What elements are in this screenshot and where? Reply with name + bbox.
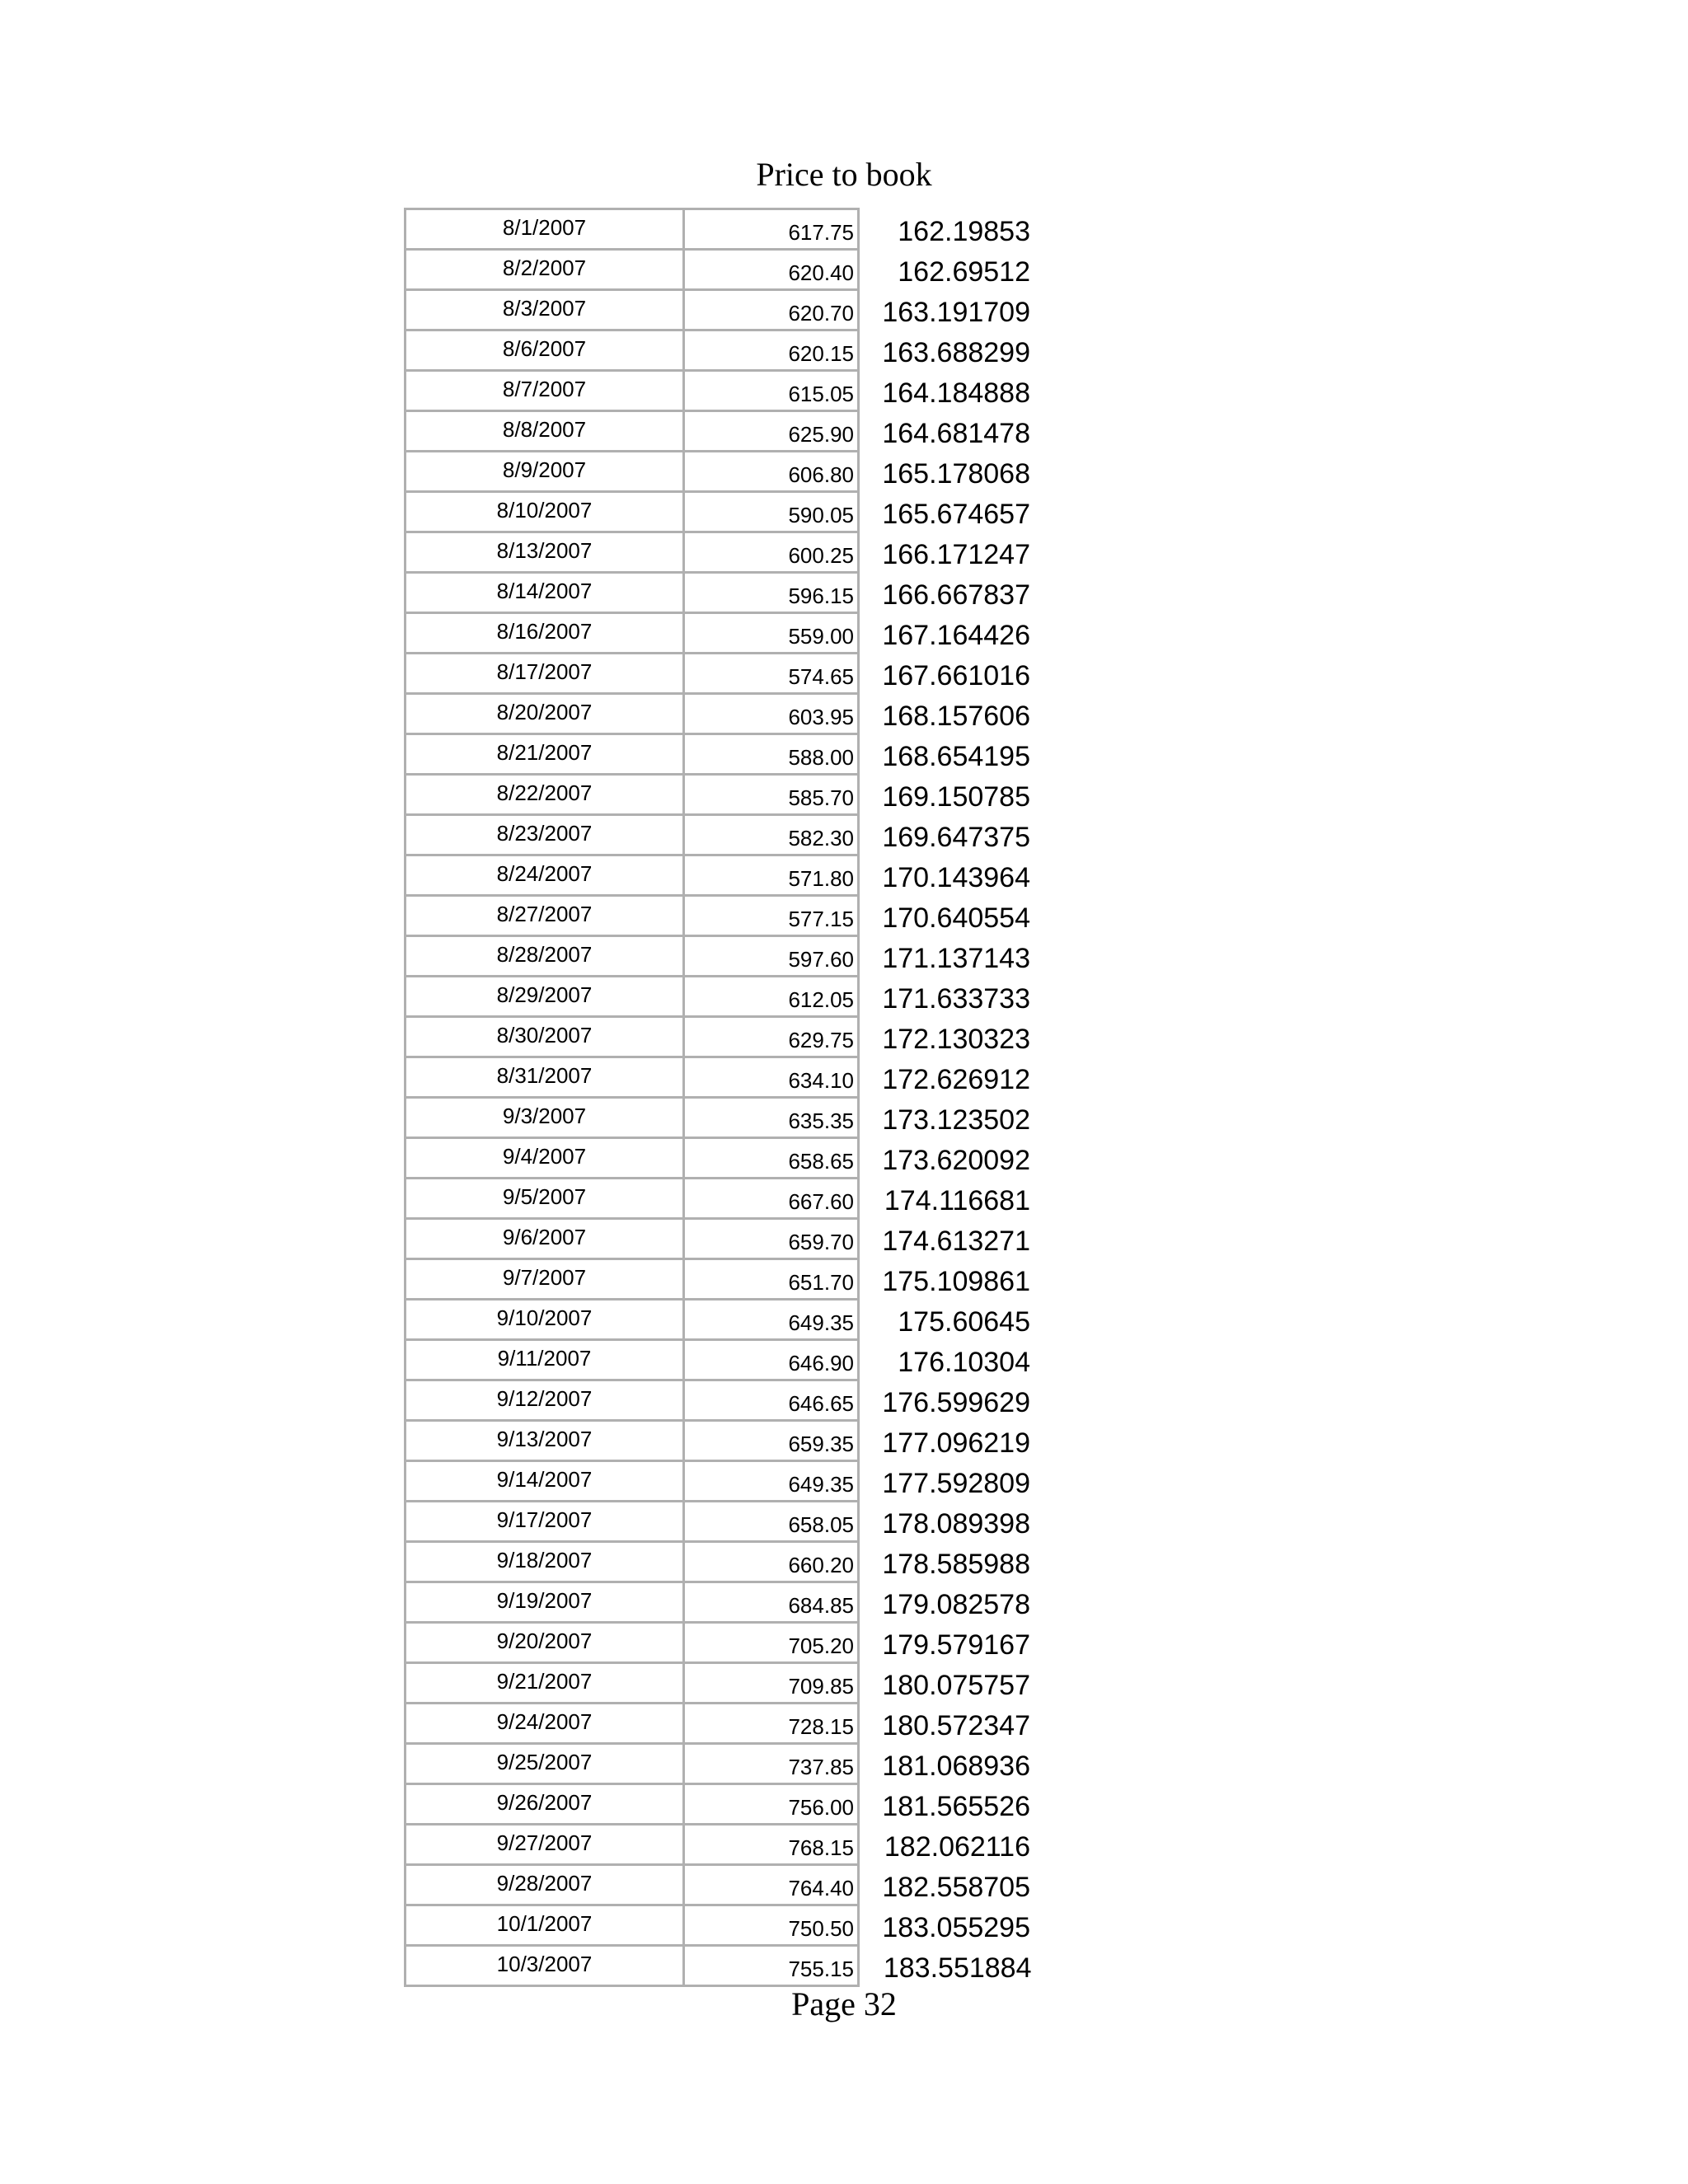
ratio-cell: 175.109861 (882, 1265, 1030, 1297)
price-cell: 615.05 (684, 371, 859, 411)
price-cell: 612.05 (684, 977, 859, 1017)
date-cell: 9/25/2007 (406, 1744, 684, 1784)
date-cell: 9/7/2007 (406, 1259, 684, 1300)
table-row (406, 1179, 1032, 1219)
price-cell: 756.00 (684, 1784, 859, 1825)
ratio-cell: 175.60645 (898, 1305, 1030, 1338)
table-row (406, 1542, 1032, 1582)
price-cell: 629.75 (684, 1017, 859, 1057)
price-cell: 620.15 (684, 330, 859, 371)
date-cell: 8/29/2007 (406, 977, 684, 1017)
date-cell: 8/13/2007 (406, 532, 684, 573)
table-row (406, 411, 1032, 452)
table-row (406, 1340, 1032, 1380)
date-cell: 8/17/2007 (406, 654, 684, 694)
date-cell: 8/24/2007 (406, 855, 684, 896)
ratio-cell: 170.143964 (882, 861, 1030, 893)
table-row (406, 1905, 1032, 1946)
price-cell: 620.70 (684, 290, 859, 330)
price-cell: 651.70 (684, 1259, 859, 1300)
price-cell: 625.90 (684, 411, 859, 452)
table-row (406, 1138, 1032, 1179)
table-row (406, 1582, 1032, 1623)
price-cell: 649.35 (684, 1300, 859, 1340)
ratio-cell: 177.592809 (882, 1467, 1030, 1499)
table-row (406, 1057, 1032, 1098)
table-row (406, 855, 1032, 896)
table-row (406, 936, 1032, 977)
date-cell: 8/20/2007 (406, 694, 684, 734)
price-cell: 603.95 (684, 694, 859, 734)
ratio-cell: 176.10304 (898, 1346, 1030, 1378)
ratio-cell: 168.157606 (882, 700, 1030, 732)
date-cell: 9/20/2007 (406, 1623, 684, 1663)
ratio-cell: 174.116681 (884, 1184, 1030, 1216)
table-row (406, 492, 1032, 532)
price-cell: 768.15 (684, 1825, 859, 1865)
date-cell: 8/2/2007 (406, 250, 684, 290)
date-cell: 8/16/2007 (406, 613, 684, 654)
ratio-cell: 168.654195 (882, 740, 1030, 772)
price-cell: 620.40 (684, 250, 859, 290)
date-cell: 9/5/2007 (406, 1179, 684, 1219)
table-row (406, 209, 1032, 250)
date-cell: 10/1/2007 (406, 1905, 684, 1946)
ratio-cell: 171.137143 (882, 942, 1030, 974)
table-row (406, 1784, 1032, 1825)
ratio-cell: 178.585988 (882, 1548, 1030, 1580)
price-cell: 571.80 (684, 855, 859, 896)
ratio-cell: 177.096219 (882, 1427, 1030, 1459)
price-cell: 659.35 (684, 1421, 859, 1461)
table-row (406, 1259, 1032, 1300)
ratio-cell: 179.082578 (882, 1588, 1030, 1620)
ratio-cell: 172.130323 (882, 1023, 1030, 1055)
date-cell: 9/14/2007 (406, 1461, 684, 1502)
ratio-cell: 183.055295 (882, 1911, 1030, 1943)
ratio-cell: 164.184888 (882, 377, 1030, 409)
price-to-book-table (404, 208, 1033, 1987)
price-cell: 582.30 (684, 815, 859, 855)
date-cell: 9/28/2007 (406, 1865, 684, 1905)
table-row (406, 1825, 1032, 1865)
price-cell: 606.80 (684, 452, 859, 492)
date-cell: 8/8/2007 (406, 411, 684, 452)
date-cell: 8/9/2007 (406, 452, 684, 492)
ratio-cell: 179.579167 (882, 1629, 1030, 1661)
ratio-cell: 181.068936 (882, 1750, 1030, 1782)
date-cell: 8/14/2007 (406, 573, 684, 613)
ratio-cell: 182.558705 (882, 1871, 1030, 1903)
price-cell: 705.20 (684, 1623, 859, 1663)
price-cell: 597.60 (684, 936, 859, 977)
date-cell: 9/6/2007 (406, 1219, 684, 1259)
date-cell: 8/23/2007 (406, 815, 684, 855)
price-cell: 649.35 (684, 1461, 859, 1502)
ratio-cell: 180.075757 (882, 1669, 1030, 1701)
table-row (406, 775, 1032, 815)
date-cell: 8/7/2007 (406, 371, 684, 411)
date-cell: 9/13/2007 (406, 1421, 684, 1461)
table-body (406, 209, 1032, 1986)
price-cell: 646.65 (684, 1380, 859, 1421)
ratio-cell: 172.626912 (882, 1063, 1030, 1095)
table-row (406, 1663, 1032, 1704)
table-row (406, 330, 1032, 371)
table-row (406, 613, 1032, 654)
page-number: Page 32 (791, 1985, 897, 2022)
ratio-cell: 162.69512 (898, 255, 1030, 288)
table-row (406, 1744, 1032, 1784)
date-cell: 8/6/2007 (406, 330, 684, 371)
ratio-cell: 164.681478 (882, 417, 1030, 449)
ratio-cell: 180.572347 (882, 1709, 1030, 1741)
ratio-cell: 162.19853 (898, 215, 1030, 247)
table-row (406, 694, 1032, 734)
price-cell: 585.70 (684, 775, 859, 815)
date-cell: 9/18/2007 (406, 1542, 684, 1582)
ratio-cell: 165.178068 (882, 457, 1030, 490)
ratio-cell: 170.640554 (882, 902, 1030, 934)
table-row (406, 452, 1032, 492)
price-cell: 737.85 (684, 1744, 859, 1784)
table-row (406, 1421, 1032, 1461)
table-row (406, 532, 1032, 573)
table-row (406, 1946, 1032, 1986)
date-cell: 8/21/2007 (406, 734, 684, 775)
date-cell: 8/1/2007 (406, 209, 684, 250)
table-row (406, 1017, 1032, 1057)
page-title: Price to book (756, 156, 932, 193)
table-row (406, 1623, 1032, 1663)
date-cell: 9/24/2007 (406, 1704, 684, 1744)
date-cell: 9/21/2007 (406, 1663, 684, 1704)
price-cell: 750.50 (684, 1905, 859, 1946)
table-row (406, 1219, 1032, 1259)
price-cell: 646.90 (684, 1340, 859, 1380)
price-cell: 660.20 (684, 1542, 859, 1582)
table-row (406, 1704, 1032, 1744)
price-cell: 574.65 (684, 654, 859, 694)
date-cell: 9/11/2007 (406, 1340, 684, 1380)
table-row (406, 250, 1032, 290)
price-cell: 658.65 (684, 1138, 859, 1179)
price-cell: 709.85 (684, 1663, 859, 1704)
date-cell: 9/12/2007 (406, 1380, 684, 1421)
ratio-cell: 167.661016 (882, 659, 1030, 691)
table-row (406, 573, 1032, 613)
price-cell: 755.15 (684, 1946, 859, 1986)
ratio-cell: 169.150785 (882, 780, 1030, 813)
ratio-cell: 163.688299 (882, 336, 1030, 368)
ratio-cell: 173.123502 (882, 1104, 1030, 1136)
price-cell: 635.35 (684, 1098, 859, 1138)
date-cell: 9/27/2007 (406, 1825, 684, 1865)
ratio-cell: 169.647375 (882, 821, 1030, 853)
date-cell: 9/19/2007 (406, 1582, 684, 1623)
date-cell: 8/10/2007 (406, 492, 684, 532)
date-cell: 8/31/2007 (406, 1057, 684, 1098)
price-cell: 659.70 (684, 1219, 859, 1259)
table-row (406, 654, 1032, 694)
table-row (406, 815, 1032, 855)
ratio-cell: 166.667837 (882, 579, 1030, 611)
price-cell: 577.15 (684, 896, 859, 936)
table-row (406, 1865, 1032, 1905)
price-cell: 684.85 (684, 1582, 859, 1623)
date-cell: 9/26/2007 (406, 1784, 684, 1825)
date-cell: 8/3/2007 (406, 290, 684, 330)
ratio-cell: 181.565526 (882, 1790, 1030, 1822)
table-row (406, 977, 1032, 1017)
price-cell: 634.10 (684, 1057, 859, 1098)
ratio-cell: 165.674657 (882, 498, 1030, 530)
price-cell: 590.05 (684, 492, 859, 532)
date-cell: 9/3/2007 (406, 1098, 684, 1138)
table-row (406, 371, 1032, 411)
price-cell: 658.05 (684, 1502, 859, 1542)
date-cell: 9/17/2007 (406, 1502, 684, 1542)
ratio-cell: 176.599629 (882, 1386, 1030, 1418)
price-cell: 617.75 (684, 209, 859, 250)
date-cell: 10/3/2007 (406, 1946, 684, 1986)
date-cell: 8/30/2007 (406, 1017, 684, 1057)
price-cell: 588.00 (684, 734, 859, 775)
table-row (406, 1380, 1032, 1421)
table-row (406, 1502, 1032, 1542)
ratio-cell: 166.171247 (882, 538, 1030, 570)
date-cell: 9/4/2007 (406, 1138, 684, 1179)
date-cell: 9/10/2007 (406, 1300, 684, 1340)
price-cell: 600.25 (684, 532, 859, 573)
date-cell: 8/27/2007 (406, 896, 684, 936)
date-cell: 8/22/2007 (406, 775, 684, 815)
ratio-cell: 173.620092 (882, 1144, 1030, 1176)
ratio-cell: 183.551884 (883, 1952, 1032, 1984)
ratio-cell: 167.164426 (882, 619, 1030, 651)
ratio-cell: 178.089398 (882, 1507, 1030, 1540)
ratio-cell: 171.633733 (882, 982, 1030, 1015)
price-cell: 559.00 (684, 613, 859, 654)
date-cell: 8/28/2007 (406, 936, 684, 977)
ratio-cell: 163.191709 (882, 296, 1030, 328)
ratio-cell: 174.613271 (882, 1225, 1030, 1257)
ratio-cell: 182.062116 (884, 1830, 1030, 1863)
price-cell: 596.15 (684, 573, 859, 613)
table-row (406, 896, 1032, 936)
price-cell: 764.40 (684, 1865, 859, 1905)
table-row (406, 1300, 1032, 1340)
price-cell: 667.60 (684, 1179, 859, 1219)
price-cell: 728.15 (684, 1704, 859, 1744)
table-row (406, 734, 1032, 775)
table-row (406, 1461, 1032, 1502)
table-row (406, 290, 1032, 330)
table-row (406, 1098, 1032, 1138)
